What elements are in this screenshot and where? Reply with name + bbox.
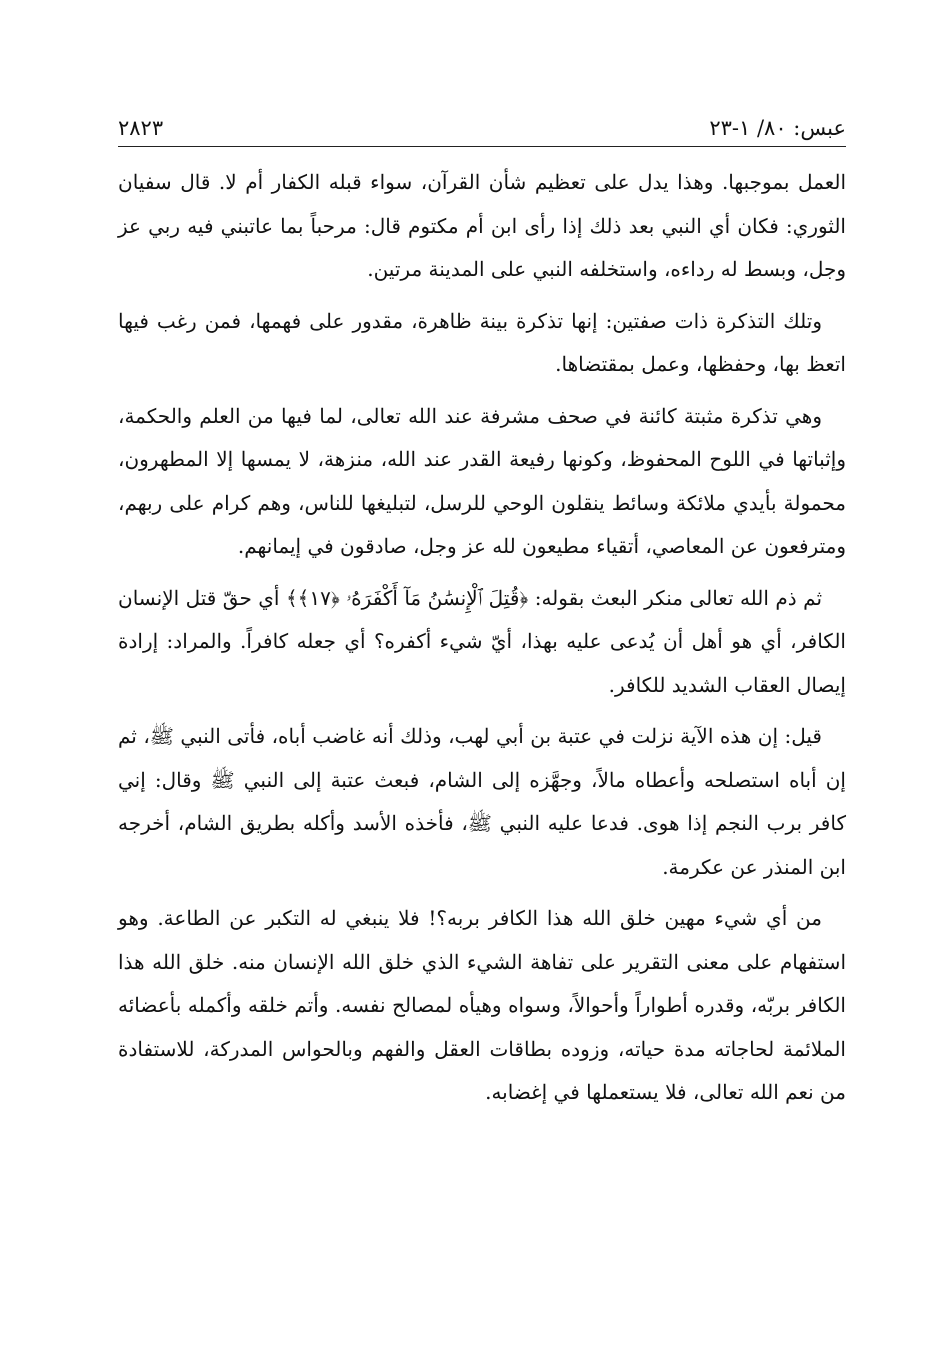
paragraph-1: العمل بموجبها. وهذا يدل على تعظيم شأن القرآن، سواء قبله الكفار أم لا. قال سفيان الثوري: فكان أي النبي بعد ذلك إذا رأى ابن أم مكتوم قال: مرحباً بما عاتبني فيه ربي عز وجل، وبسط له رداءه، واستخلفه النبي على المدينة مرتين. [118, 170, 846, 281]
surah-reference: عبس: ٨٠/ ١-٢٣ [709, 116, 846, 140]
paragraph-6: من أي شيء مهين خلق الله هذا الكافر بربه؟! فلا ينبغي له التكبر عن الطاعة. وهو استفهام على معنى التقرير على تفاهة الشيء الذي خلق الله الإنسان منه. خلق الله هذا الكافر بربّه، وقدره أطواراً وأحوالاً، وسواه وهيأه لمصالح نفسه. وأتم خلقه وأكمله بأعضائه الملائمة لحاجاته مدة حياته، وزوده بطاقات العقل والفهم وبالحواس المدركة، للاستفادة من نعم الله تعالى، فلا يستعملها في إغضابه. [118, 906, 846, 1104]
paragraph-4-quran-verse: ثم ذم الله تعالى منكر البعث بقوله: ﴿قُتِلَ ٱلْإِنسَٰنُ مَآ أَكْفَرَهُۥ ﴿١٧﴾﴾ أي حقّ قتل الإنسان الكافر، أي هو أهل أن يُدعى عليه بهذا، أيّ شيء أكفره؟ أي جعله كافراً. والمراد: إرادة إيصال العقاب الشديد للكافر. [118, 585, 846, 697]
book-page [118, 108, 846, 1338]
page-body [118, 161, 846, 1115]
paragraph-3: وهي تذكرة مثبتة كائنة في صحف مشرفة عند الله تعالى، لما فيها من العلم والحكمة، وإثباتها في اللوح المحفوظ، وكونها رفيعة القدر عند الله، منزهة، لا يمسها إلا المطهرون، محمولة بأيدي ملائكة وسائط ينقلون الوحي للرسل، لتبليغها للناس، وهم كرام على ربهم، ومترفعون عن المعاصي، أتقياء مطيعون لله عز وجل، صادقون في إيمانهم. [118, 403, 846, 558]
paragraph-2: وتلك التذكرة ذات صفتين: إنها تذكرة بينة ظاهرة، مقدور على فهمها، فمن رغب فيها اتعظ بها، وحفظها، وعمل بمقتضاها. [118, 308, 846, 376]
paragraph-5: قيل: إن هذه الآية نزلت في عتبة بن أبي لهب، وذلك أنه غاضب أباه، فأتى النبي ﷺ، ثم إن أباه استصلحه وأعطاه مالاً، وجهَّزه إلى الشام، فبعث عتبة إلى النبي ﷺ وقال: إني كافر برب النجم إذا هوى. فدعا عليه النبي ﷺ، فأخذه الأسد وأكله بطريق الشام، أخرجه ابن المنذر عن عكرمة. [118, 724, 846, 879]
page-header [118, 108, 846, 147]
page-number: ٢٨٢٣ [118, 116, 164, 140]
